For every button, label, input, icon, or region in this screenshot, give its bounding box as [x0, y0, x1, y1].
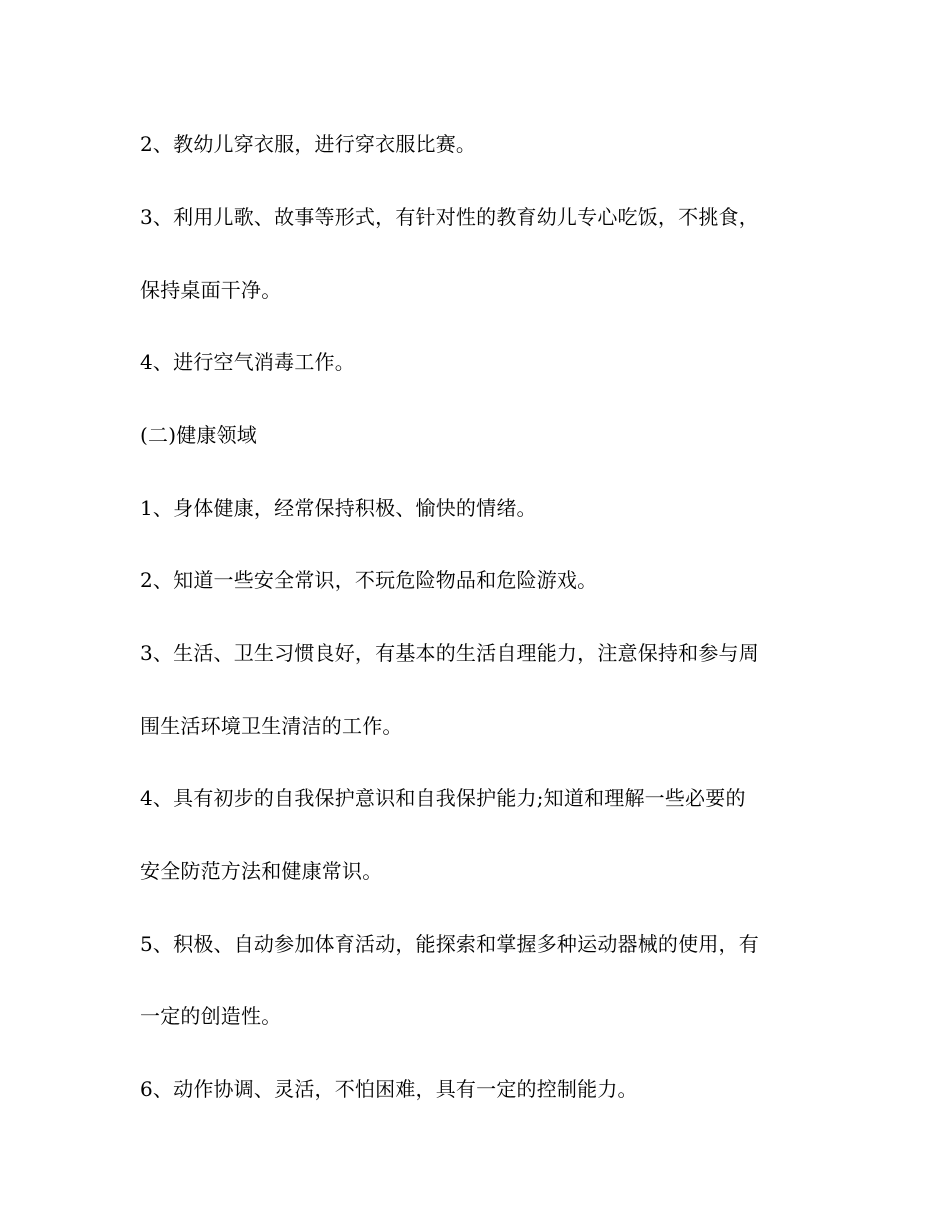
text-line: 保持桌面干净。 [140, 278, 282, 302]
text-line: 围生活环境卫生清洁的工作。 [140, 714, 403, 738]
text-line: 3、生活、卫生习惯良好，有基本的生活自理能力，注意保持和参与周 [140, 641, 759, 665]
text-line: 一定的创造性。 [140, 1004, 282, 1028]
text-line: 安全防范方法和健康常识。 [140, 859, 383, 883]
text-line: 4、具有初步的自我保护意识和自我保护能力;知道和理解一些必要的 [140, 786, 746, 810]
text-line: 2、知道一些安全常识，不玩危险物品和危险游戏。 [140, 568, 598, 592]
text-line: 6、动作协调、灵活，不怕困难，具有一定的控制能力。 [140, 1077, 638, 1101]
text-line: 5、积极、自动参加体育活动，能探索和掌握多种运动器械的使用，有 [140, 932, 759, 956]
text-line: 4、进行空气消毒工作。 [140, 350, 355, 374]
text-line: 2、教幼儿穿衣服，进行穿衣服比赛。 [140, 132, 477, 156]
section-heading: (二)健康领域 [140, 423, 258, 447]
text-line: 1、身体健康，经常保持积极、愉快的情绪。 [140, 496, 537, 520]
text-line: 3、利用儿歌、故事等形式，有针对性的教育幼儿专心吃饭，不挑食， [140, 205, 759, 229]
